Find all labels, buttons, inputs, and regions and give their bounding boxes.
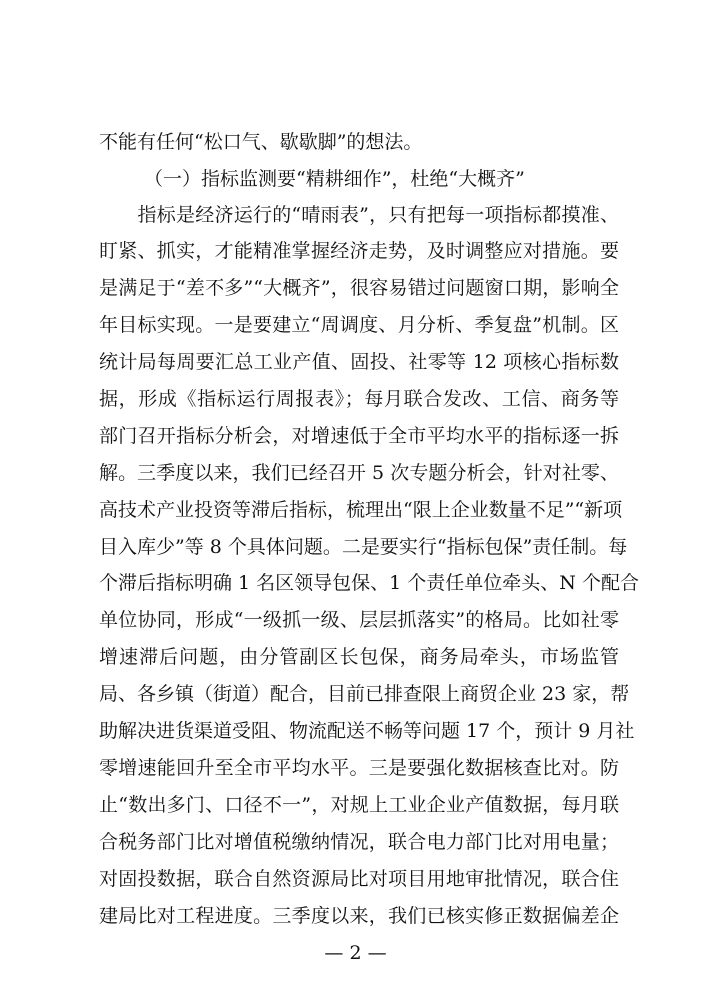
paragraph-line: 部门召开指标分析会，对增速低于全市平均水平的指标逐一拆	[99, 425, 619, 447]
page-number: — 2 —	[324, 942, 387, 964]
paragraph-line: 助解决进货渠道受阻、物流配送不畅等问题 17 个，预计 9 月社	[99, 720, 635, 742]
paragraph-line: 解。三季度以来，我们已经召开 5 次专题分析会，针对社零、	[99, 462, 619, 484]
paragraph-line: 目入库少”等 8 个具体问题。二是要实行“指标包保”责任制。每	[99, 536, 628, 558]
lead-line: 不能有任何“松口气、歇歇脚”的想法。	[99, 131, 423, 153]
paragraph-line: 合税务部门比对增值税缴纳情况，联合电力部门比对用电量；	[99, 831, 619, 853]
paragraph-line: 指标是经济运行的“晴雨表”，只有把每一项指标都摸准、	[99, 204, 619, 226]
paragraph-line: 个滞后指标明确 1 名区领导包保、1 个责任单位牵头、N 个配合	[99, 572, 639, 594]
paragraph-line: 止“数出多门、口径不一”，对规上工业企业产值数据，每月联	[99, 794, 619, 816]
paragraph-line: 对固投数据，联合自然资源局比对项目用地审批情况，联合住	[99, 868, 619, 890]
paragraph-line: 建局比对工程进度。三季度以来，我们已核实修正数据偏差企	[99, 905, 619, 927]
paragraph-line: 据，形成《指标运行周报表》；每月联合发改、工信、商务等	[99, 388, 619, 410]
paragraph-line: 零增速能回升至全市平均水平。三是要强化数据核查比对。防	[99, 757, 619, 779]
paragraph-line: 统计局每周要汇总工业产值、固投、社零等 12 项核心指标数	[99, 351, 619, 373]
section-heading: （一）指标监测要“精耕细作”，杜绝“大概齐”	[144, 168, 525, 190]
paragraph-line: 年目标实现。一是要建立“周调度、月分析、季复盘”机制。区	[99, 314, 619, 336]
paragraph-line: 增速滞后问题，由分管副区长包保，商务局牵头，市场监管	[99, 646, 619, 668]
paragraph-line: 是满足于“差不多”“大概齐”，很容易错过问题窗口期，影响全	[99, 277, 619, 299]
paragraph-line: 单位协同，形成“一级抓一级、层层抓落实”的格局。比如社零	[99, 609, 619, 631]
paragraph-line: 高技术产业投资等滞后指标，梳理出“限上企业数量不足”“新项	[99, 499, 623, 521]
paragraph-line: 局、各乡镇（街道）配合，目前已排查限上商贸企业 23 家，帮	[99, 683, 630, 705]
paragraph-line: 盯紧、抓实，才能精准掌握经济走势，及时调整应对措施。要	[99, 240, 619, 262]
